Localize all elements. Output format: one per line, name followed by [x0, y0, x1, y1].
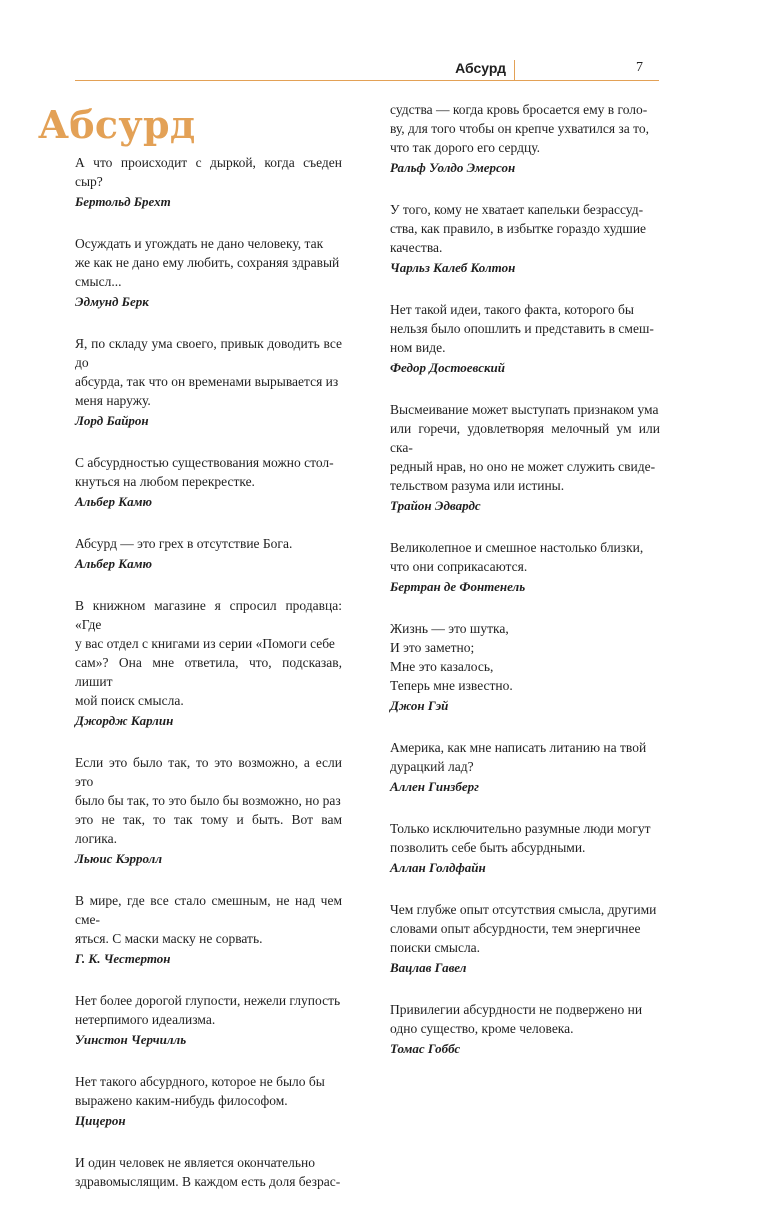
- quote-block: [390, 619, 660, 715]
- quote-line: кнуться на любом перекрестке.: [75, 474, 255, 489]
- quote-line: В книжном магазине я спросил продавца: «Где: [75, 598, 342, 632]
- quote-line: позволить себе быть абсурдными.: [390, 840, 586, 855]
- quote-line: Нет более дорогой глупости, нежели глупость: [75, 993, 341, 1008]
- quote-text: [75, 1153, 342, 1191]
- quote-block: [390, 738, 660, 796]
- quote-line: Если это было так, то это возможно, а если это: [75, 755, 342, 789]
- quote-author: Бертран де Фонтенель: [390, 579, 526, 594]
- quote-block: [75, 334, 342, 430]
- quote-author: Аллен Гинзберг: [390, 779, 479, 794]
- quote-block: [390, 538, 660, 596]
- quote-line: словами опыт абсурдности, тем энергичнее: [390, 921, 641, 936]
- quote-text: [390, 900, 660, 957]
- quote-line: Привилегии абсурдности не подвержено ни: [390, 1002, 643, 1017]
- quote-line: было бы так, то это было бы возможно, но раз: [75, 793, 341, 808]
- quote-line: это не так, то так тому и быть. Вот вам логика.: [75, 812, 342, 846]
- quote-author: Ральф Уолдо Эмерсон: [390, 160, 516, 175]
- quote-text: [390, 300, 660, 357]
- quote-line: нельзя было опошлить и представить в смеш-: [390, 321, 654, 336]
- quote-block: [390, 100, 660, 177]
- quote-line: Мне это казалось,: [390, 659, 494, 674]
- left-column: [75, 153, 342, 1214]
- quote-text: [390, 1000, 660, 1038]
- running-header-section: Абсурд: [455, 60, 506, 76]
- quote-block: [75, 534, 342, 573]
- quote-text: [75, 753, 342, 848]
- quote-author: Льюис Кэрролл: [75, 851, 163, 866]
- quote-line: Нет такого абсурдного, которое не было бы: [75, 1074, 325, 1089]
- quote-text: [390, 200, 660, 257]
- quote-line: же как не дано ему любить, сохраняя здравый: [75, 255, 340, 270]
- quote-line: сам»? Она мне ответила, что, подсказав, лишит: [75, 655, 342, 689]
- quote-line: Я, по складу ума своего, привык доводить все до: [75, 336, 342, 370]
- quote-text: [75, 991, 342, 1029]
- quote-author: Вацлав Гавел: [390, 960, 467, 975]
- quote-block: [75, 153, 342, 211]
- quote-text: [75, 153, 342, 191]
- quote-line: А что происходит с дыркой, когда съеден сыр?: [75, 155, 342, 189]
- quote-line: или горечи, удовлетворяя мелочный ум или ска-: [390, 421, 660, 455]
- quote-text: [390, 538, 660, 576]
- quote-author: Г. К. Честертон: [75, 951, 171, 966]
- quote-author: Аллан Голдфайн: [390, 860, 486, 875]
- quote-block: [75, 453, 342, 511]
- quote-text: [75, 334, 342, 410]
- quote-line: У того, кому не хватает капельки безрассуд-: [390, 202, 644, 217]
- quote-line: редный нрав, но оно не может служить свиде-: [390, 459, 656, 474]
- quote-line: что так дорого его сердцу.: [390, 140, 540, 155]
- quote-line: Теперь мне известно.: [390, 678, 513, 693]
- quote-block: [390, 300, 660, 377]
- quote-text: [390, 619, 660, 695]
- quote-author: Бертольд Брехт: [75, 194, 171, 209]
- quote-line: одно существо, кроме человека.: [390, 1021, 574, 1036]
- quote-line: яться. С маски маску не сорвать.: [75, 931, 263, 946]
- quote-block: [75, 596, 342, 730]
- quote-block: [390, 819, 660, 877]
- quote-line: И это заметно;: [390, 640, 475, 655]
- quote-block: [75, 991, 342, 1049]
- quote-block: [75, 1153, 342, 1191]
- quote-line: Чем глубже опыт отсутствия смысла, другими: [390, 902, 657, 917]
- quote-author: Цицерон: [75, 1113, 126, 1128]
- quote-block: [390, 1000, 660, 1058]
- quote-author: Уинстон Черчилль: [75, 1032, 187, 1047]
- quote-author: Эдмунд Берк: [75, 294, 149, 309]
- quote-author: Томас Гоббс: [390, 1041, 461, 1056]
- quote-line: Абсурд — это грех в отсутствие Бога.: [75, 536, 293, 551]
- quote-line: Осуждать и угождать не дано человеку, так: [75, 236, 324, 251]
- quote-text: [390, 819, 660, 857]
- quote-author: Альбер Камю: [75, 494, 153, 509]
- quote-line: Великолепное и смешное настолько близки,: [390, 540, 644, 555]
- quote-line: И один человек не является окончательно: [75, 1155, 316, 1170]
- quote-line: качества.: [390, 240, 443, 255]
- quote-block: [75, 234, 342, 311]
- quote-block: [75, 1072, 342, 1130]
- quote-block: [390, 400, 660, 515]
- quote-text: [75, 234, 342, 291]
- header-divider: [514, 60, 515, 81]
- quote-line: судства — когда кровь бросается ему в голо-: [390, 102, 648, 117]
- quote-author: Джон Гэй: [390, 698, 449, 713]
- quote-line: Америка, как мне написать литанию на твой: [390, 740, 647, 755]
- quote-line: Высмеивание может выступать признаком ума: [390, 402, 659, 417]
- quote-line: абсурда, так что он временами вырывается из: [75, 374, 339, 389]
- page-title: Абсурд: [38, 102, 196, 147]
- quote-line: поиски смысла.: [390, 940, 481, 955]
- quote-text: [390, 738, 660, 776]
- quote-line: здравомыслящим. В каждом есть доля безрас-: [75, 1174, 341, 1189]
- quote-line: что они соприкасаются.: [390, 559, 528, 574]
- quote-text: [390, 100, 660, 157]
- quote-line: ства, как правило, в избытке гораздо худшие: [390, 221, 647, 236]
- right-column: [390, 100, 660, 1081]
- quote-line: В мире, где все стало смешным, не над чем сме-: [75, 893, 342, 927]
- quote-line: выражено каким-нибудь философом.: [75, 1093, 288, 1108]
- quote-text: [75, 453, 342, 491]
- quote-text: [75, 534, 342, 553]
- quote-author: Федор Достоевский: [390, 360, 506, 375]
- quote-text: [390, 400, 660, 495]
- quote-line: нетерпимого идеализма.: [75, 1012, 216, 1027]
- quote-author: Чарльз Калеб Колтон: [390, 260, 516, 275]
- page-number: 7: [636, 60, 643, 75]
- quote-text: [75, 596, 342, 710]
- quote-line: Жизнь — это шутка,: [390, 621, 509, 636]
- quote-author: Трайон Эдвардс: [390, 498, 481, 513]
- quote-block: [75, 753, 342, 868]
- quote-line: тельством разума или истины.: [390, 478, 565, 493]
- quote-line: Только исключительно разумные люди могут: [390, 821, 651, 836]
- quote-text: [75, 891, 342, 948]
- header-rule: [75, 80, 659, 81]
- quote-line: ву, для того чтобы он крепче ухватился за то,: [390, 121, 649, 136]
- quote-author: Альбер Камю: [75, 556, 153, 571]
- quote-line: Нет такой идеи, такого факта, которого бы: [390, 302, 634, 317]
- quote-line: меня наружу.: [75, 393, 151, 408]
- quote-line: дурацкий лад?: [390, 759, 474, 774]
- quote-author: Лорд Байрон: [75, 413, 149, 428]
- quote-line: С абсурдностью существования можно стол-: [75, 455, 334, 470]
- quote-block: [75, 891, 342, 968]
- quote-author: Джордж Карлин: [75, 713, 174, 728]
- quote-block: [390, 200, 660, 277]
- quote-line: смысл...: [75, 274, 122, 289]
- quote-text: [75, 1072, 342, 1110]
- quote-line: ном виде.: [390, 340, 446, 355]
- quote-block: [390, 900, 660, 977]
- quote-line: мой поиск смысла.: [75, 693, 184, 708]
- quote-line: у вас отдел с книгами из серии «Помоги себе: [75, 636, 335, 651]
